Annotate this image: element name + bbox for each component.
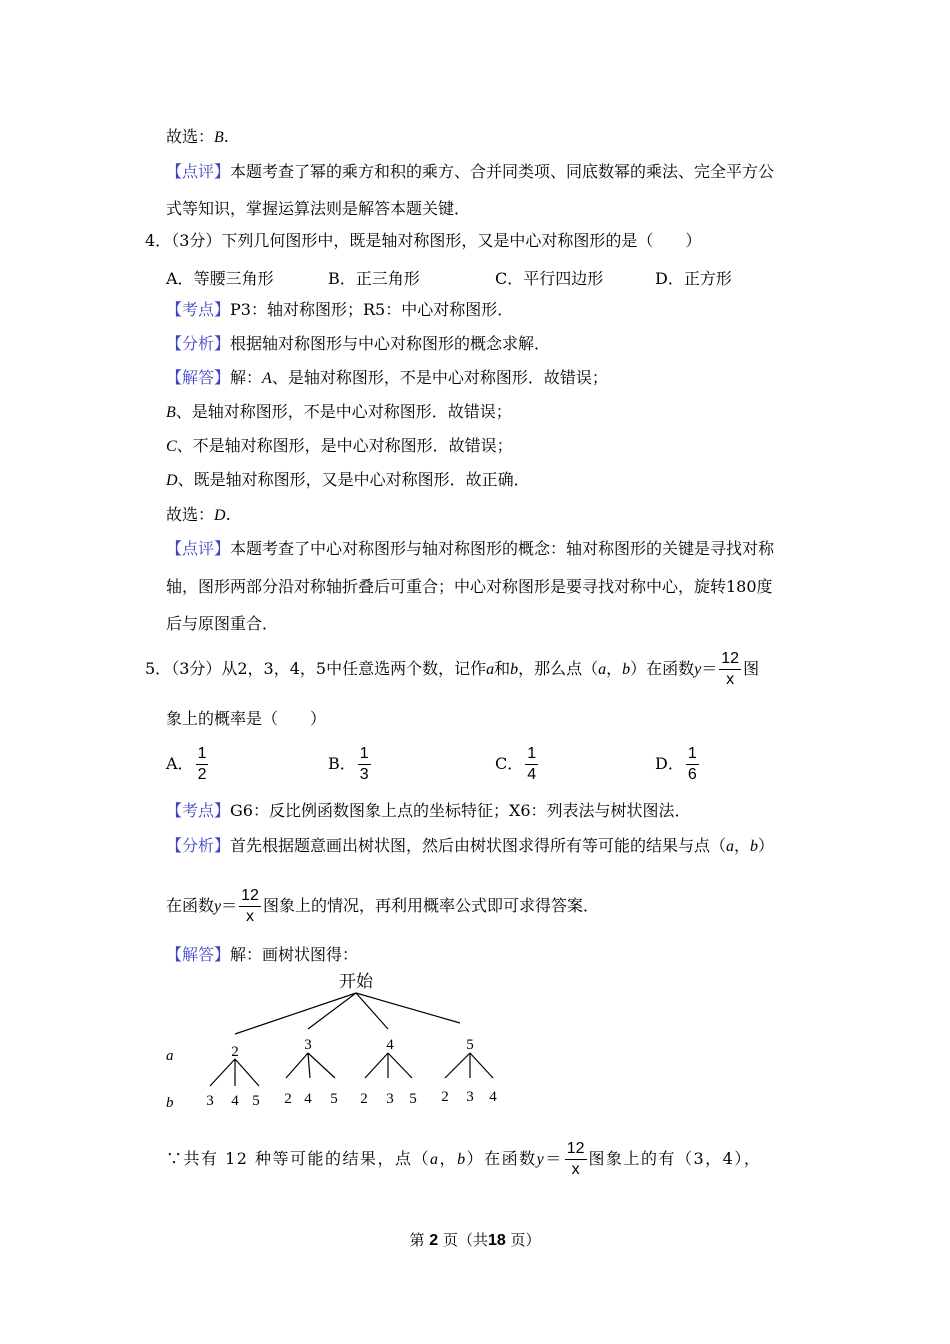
page-footer: 第 2 页（共18 页）	[409, 1231, 541, 1249]
q5-stem-line2: 象上的概率是（ ）	[166, 709, 327, 728]
tree-leaf: 2	[360, 1091, 368, 1107]
tree-diagram	[160, 968, 510, 1116]
q5-because-line: ∵共有 12 种等可能的结果，点（a，b）在函数y＝ $\frac{12}{x}$ 图象上的有（3，4），	[166, 1140, 762, 1178]
q5-option-b: B． $\frac{1}{3}$	[328, 745, 369, 783]
dianping-tag: 【点评】	[166, 539, 231, 558]
q4-jieda: 【解答】解：A、是轴对称图形，不是中心对称图形．故错误；	[166, 368, 608, 387]
q5-option-c: C． $\frac{1}{4}$	[495, 745, 537, 783]
tree-leaf: 4	[489, 1089, 497, 1105]
q4-kaodian: 【考点】P3：轴对称图形；R5：中心对称图形．	[166, 300, 514, 319]
q4-choose-line: 故选：D.	[166, 505, 231, 524]
tree-leaf: 4	[231, 1093, 239, 1109]
tree-leaf: 5	[409, 1091, 417, 1107]
q4-dianping-line3: 后与原图重合．	[166, 614, 279, 633]
tree-node: 2	[231, 1044, 239, 1060]
tree-leaf: 5	[252, 1093, 260, 1109]
q5-option-a: A． $\frac{1}{2}$	[166, 745, 207, 783]
q4-solution-b: B、是轴对称图形，不是中心对称图形．故错误；	[166, 402, 512, 421]
review-tag: 【点评】	[166, 162, 231, 181]
fenxi-tag: 【分析】	[166, 334, 231, 353]
q4-dianping-line2: 轴，图形两部分沿对称轴折叠后可重合；中心对称图形是要寻找对称中心，旋转180度	[166, 577, 773, 596]
page-total: 18	[487, 1232, 506, 1249]
q4-stem	[145, 231, 701, 251]
kaodian-tag: 【考点】	[166, 300, 231, 319]
q5-option-d: D． $\frac{1}{6}$	[655, 745, 697, 783]
tree-leaf: 4	[304, 1091, 312, 1107]
question-number: 4．	[145, 231, 172, 250]
row-label-a: a	[166, 1048, 174, 1064]
jieda-tag: 【解答】	[166, 368, 231, 387]
tree-root: 开始	[339, 972, 373, 991]
fraction-12-over-x: $\frac{12}{x}$	[721, 650, 740, 688]
tree-leaf: 5	[330, 1091, 338, 1107]
tree-node: 5	[466, 1037, 474, 1053]
tree-node: 3	[304, 1037, 312, 1053]
review-text: 本题考查了幂的乘方和积的乘方、合并同类项、同底数幂的乘法、完全平方公	[230, 162, 775, 181]
choose-answer: B	[214, 129, 224, 146]
q4-solution-c: C、不是轴对称图形，是中心对称图形．故错误；	[166, 436, 513, 455]
q5-fenxi-line1: 【分析】首先根据题意画出树状图，然后由树状图求得所有等可能的结果与点（a，b）	[166, 836, 775, 855]
q4-option-b: B．正三角形	[328, 269, 420, 288]
q3-review-line1	[166, 162, 774, 182]
q5-fenxi-line2: 在函数y＝ $\frac{12}{x}$ 图象上的情况，再利用概率公式即可求得答案．	[166, 887, 599, 925]
q4-dianping-line1: 【点评】本题考查了中心对称图形与轴对称图形的概念：轴对称图形的关键是寻找对称	[166, 539, 775, 558]
row-label-b: b	[166, 1095, 174, 1111]
q5-jieda: 【解答】解：画树状图得：	[166, 945, 359, 964]
q3-choose-line: 故选：B.	[166, 127, 229, 146]
q4-option-c: C．平行四边形	[495, 269, 604, 288]
q4-fenxi: 【分析】根据轴对称图形与中心对称图形的概念求解．	[166, 334, 551, 353]
q5-kaodian: 【考点】G6：反比例函数图象上点的坐标特征；X6：列表法与树状图法．	[166, 801, 691, 820]
page-number: 2	[429, 1232, 439, 1249]
choose-prefix: 故选：	[166, 127, 215, 146]
tree-leaf: 2	[441, 1089, 449, 1105]
q4-option-a: A．等腰三角形	[166, 269, 274, 288]
tree-leaf: 3	[206, 1093, 214, 1109]
tree-node: 4	[386, 1037, 394, 1053]
q4-solution-d: D、既是轴对称图形，又是中心对称图形．故正确．	[166, 470, 530, 489]
tree-leaf: 3	[466, 1089, 474, 1105]
question-stem: （3分）下列几何图形中，既是轴对称图形，又是中心对称图形的是（ ）	[171, 231, 702, 250]
q4-option-d: D．正方形	[655, 269, 732, 288]
tree-leaf: 3	[386, 1091, 394, 1107]
q3-review-line2: 式等知识，掌握运算法则是解答本题关键．	[166, 199, 471, 218]
tree-leaf: 2	[284, 1091, 292, 1107]
q5-stem: 5．（3分）从2，3，4，5中任意选两个数，记作a和b，那么点（a，b）在函数y＝ $\frac{12}{x}$ 图	[145, 650, 760, 688]
